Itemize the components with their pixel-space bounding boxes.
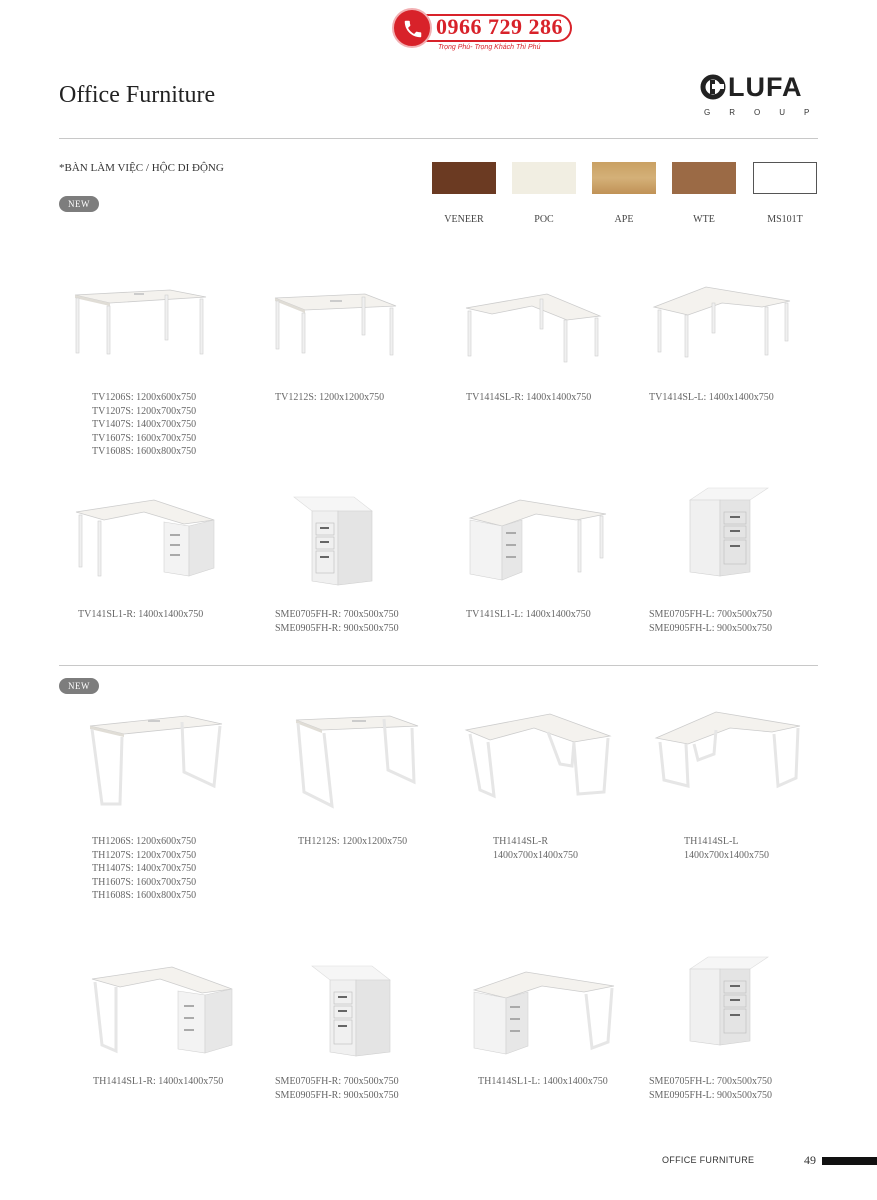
lufa-logo xyxy=(700,72,829,124)
product-desk-tv141sl1-l xyxy=(466,492,611,584)
product-caption xyxy=(478,1075,608,1089)
caption-line: TV141SL1-L: 1400x1400x750 xyxy=(466,609,591,620)
product-caption xyxy=(466,391,591,405)
caption-line: 1400x700x1400x750 xyxy=(684,849,769,861)
caption-line: TH1414SL-L xyxy=(684,836,739,847)
swatch-label: WTE xyxy=(693,214,715,225)
caption-line: TV1206S: 1200x600x750 xyxy=(92,392,197,403)
phone-slogan: Trọng Phú- Trọng Khách Thì Phú xyxy=(438,44,541,51)
product-caption xyxy=(649,391,774,405)
product-caption xyxy=(78,608,203,622)
caption-line: 1400x700x1400x750 xyxy=(493,849,578,861)
caption-line: TV1407S: 1400x700x750 xyxy=(92,419,197,430)
product-desk-tv1206s xyxy=(70,285,210,360)
caption-line: SME0905FH-R: 900x500x750 xyxy=(275,622,399,634)
product-caption xyxy=(684,835,769,862)
phone-number: 0966 729 286 xyxy=(436,14,563,39)
product-desk-th1414sl-r xyxy=(462,710,612,798)
page-bar xyxy=(822,1157,877,1165)
product-desk-th1414sl1-l xyxy=(470,964,618,1058)
caption-line: SME0705FH-R: 700x500x750 xyxy=(275,609,399,620)
caption-line: SME0905FH-L: 900x500x750 xyxy=(649,1089,773,1101)
swatch-wte xyxy=(672,162,736,194)
caption-line: TH1206S: 1200x600x750 xyxy=(92,836,197,847)
product-caption xyxy=(649,608,772,635)
swatch-label: APE xyxy=(614,214,634,225)
swatch-label: MS101T xyxy=(767,214,803,225)
product-caption xyxy=(466,608,591,622)
logo-wordmark xyxy=(700,72,803,103)
product-pedestal-sme0705fh-l xyxy=(688,955,770,1050)
page-title: Office Furniture xyxy=(59,82,216,108)
caption-line: TH1607S: 1600x700x750 xyxy=(92,876,197,888)
phone-icon xyxy=(392,8,432,48)
product-caption xyxy=(493,835,578,862)
new-badge: NEW xyxy=(59,678,99,694)
caption-line: TV1607S: 1600x700x750 xyxy=(92,432,197,444)
logo-mark-icon xyxy=(700,74,726,100)
product-caption xyxy=(93,1075,223,1089)
product-desk-tv141sl1-r xyxy=(74,498,219,580)
product-desk-tv1414sl-l xyxy=(652,285,792,360)
product-desk-th1414sl1-r xyxy=(90,965,235,1057)
product-desk-th1414sl-l xyxy=(654,708,804,790)
product-pedestal-sme0705fh-r xyxy=(310,964,392,1059)
product-caption xyxy=(92,835,196,903)
product-caption xyxy=(298,835,407,849)
product-desk-tv1414sl-r xyxy=(462,290,602,365)
product-pedestal-sme0705fh-r xyxy=(292,495,374,587)
swatch-ms101t xyxy=(753,162,817,194)
product-desk-th1206s xyxy=(86,712,226,810)
caption-line: TV1207S: 1200x700x750 xyxy=(92,405,197,417)
caption-line: SME0705FH-L: 700x500x750 xyxy=(649,1076,773,1087)
caption-line: TH1608S: 1600x800x750 xyxy=(92,890,197,901)
caption-line: TH1407S: 1400x700x750 xyxy=(92,863,197,874)
hotline-badge[interactable] xyxy=(392,8,574,54)
product-pedestal-sme0705fh-l xyxy=(688,486,770,581)
caption-line: SME0705FH-L: 700x500x750 xyxy=(649,609,773,620)
footer-section-name: OFFICE FURNITURE xyxy=(662,1155,755,1165)
caption-line: TV141SL1-R: 1400x1400x750 xyxy=(78,609,204,620)
swatch-poc xyxy=(512,162,576,194)
product-caption xyxy=(649,1075,772,1102)
caption-line: TV1212S: 1200x1200x750 xyxy=(275,392,385,403)
caption-line: SME0905FH-R: 900x500x750 xyxy=(275,1089,399,1101)
swatch-label: VENEER xyxy=(444,214,484,225)
section-label: *BÀN LÀM VIỆC / HỘC DI ĐỘNG xyxy=(59,162,224,174)
caption-line: TV1608S: 1600x800x750 xyxy=(92,446,197,457)
product-desk-th1212s xyxy=(292,712,422,812)
product-caption xyxy=(275,608,399,635)
caption-line: TH1414SL-R xyxy=(493,836,548,847)
page-number: 49 xyxy=(804,1153,816,1167)
swatch-ape xyxy=(592,162,656,194)
swatch-veneer xyxy=(432,162,496,194)
new-badge: NEW xyxy=(59,196,99,212)
caption-line: TV1414SL-L: 1400x1400x750 xyxy=(649,392,774,403)
product-caption xyxy=(275,391,384,405)
caption-line: TH1212S: 1200x1200x750 xyxy=(298,836,408,847)
caption-line: SME0905FH-L: 900x500x750 xyxy=(649,622,773,634)
caption-line: SME0705FH-R: 700x500x750 xyxy=(275,1076,399,1087)
section-divider xyxy=(59,665,818,666)
caption-line: TH1414SL1-L: 1400x1400x750 xyxy=(478,1076,608,1087)
logo-text: LUFA xyxy=(728,72,803,102)
product-caption xyxy=(275,1075,399,1102)
swatch-label: POC xyxy=(534,214,554,225)
caption-line: TH1414SL1-R: 1400x1400x750 xyxy=(93,1076,224,1087)
caption-line: TV1414SL-R: 1400x1400x750 xyxy=(466,392,592,403)
product-desk-tv1212s xyxy=(270,290,400,360)
product-caption xyxy=(92,391,196,459)
caption-line: TH1207S: 1200x700x750 xyxy=(92,849,197,861)
logo-subtext: GROUP xyxy=(704,108,829,117)
header-divider xyxy=(59,138,818,139)
